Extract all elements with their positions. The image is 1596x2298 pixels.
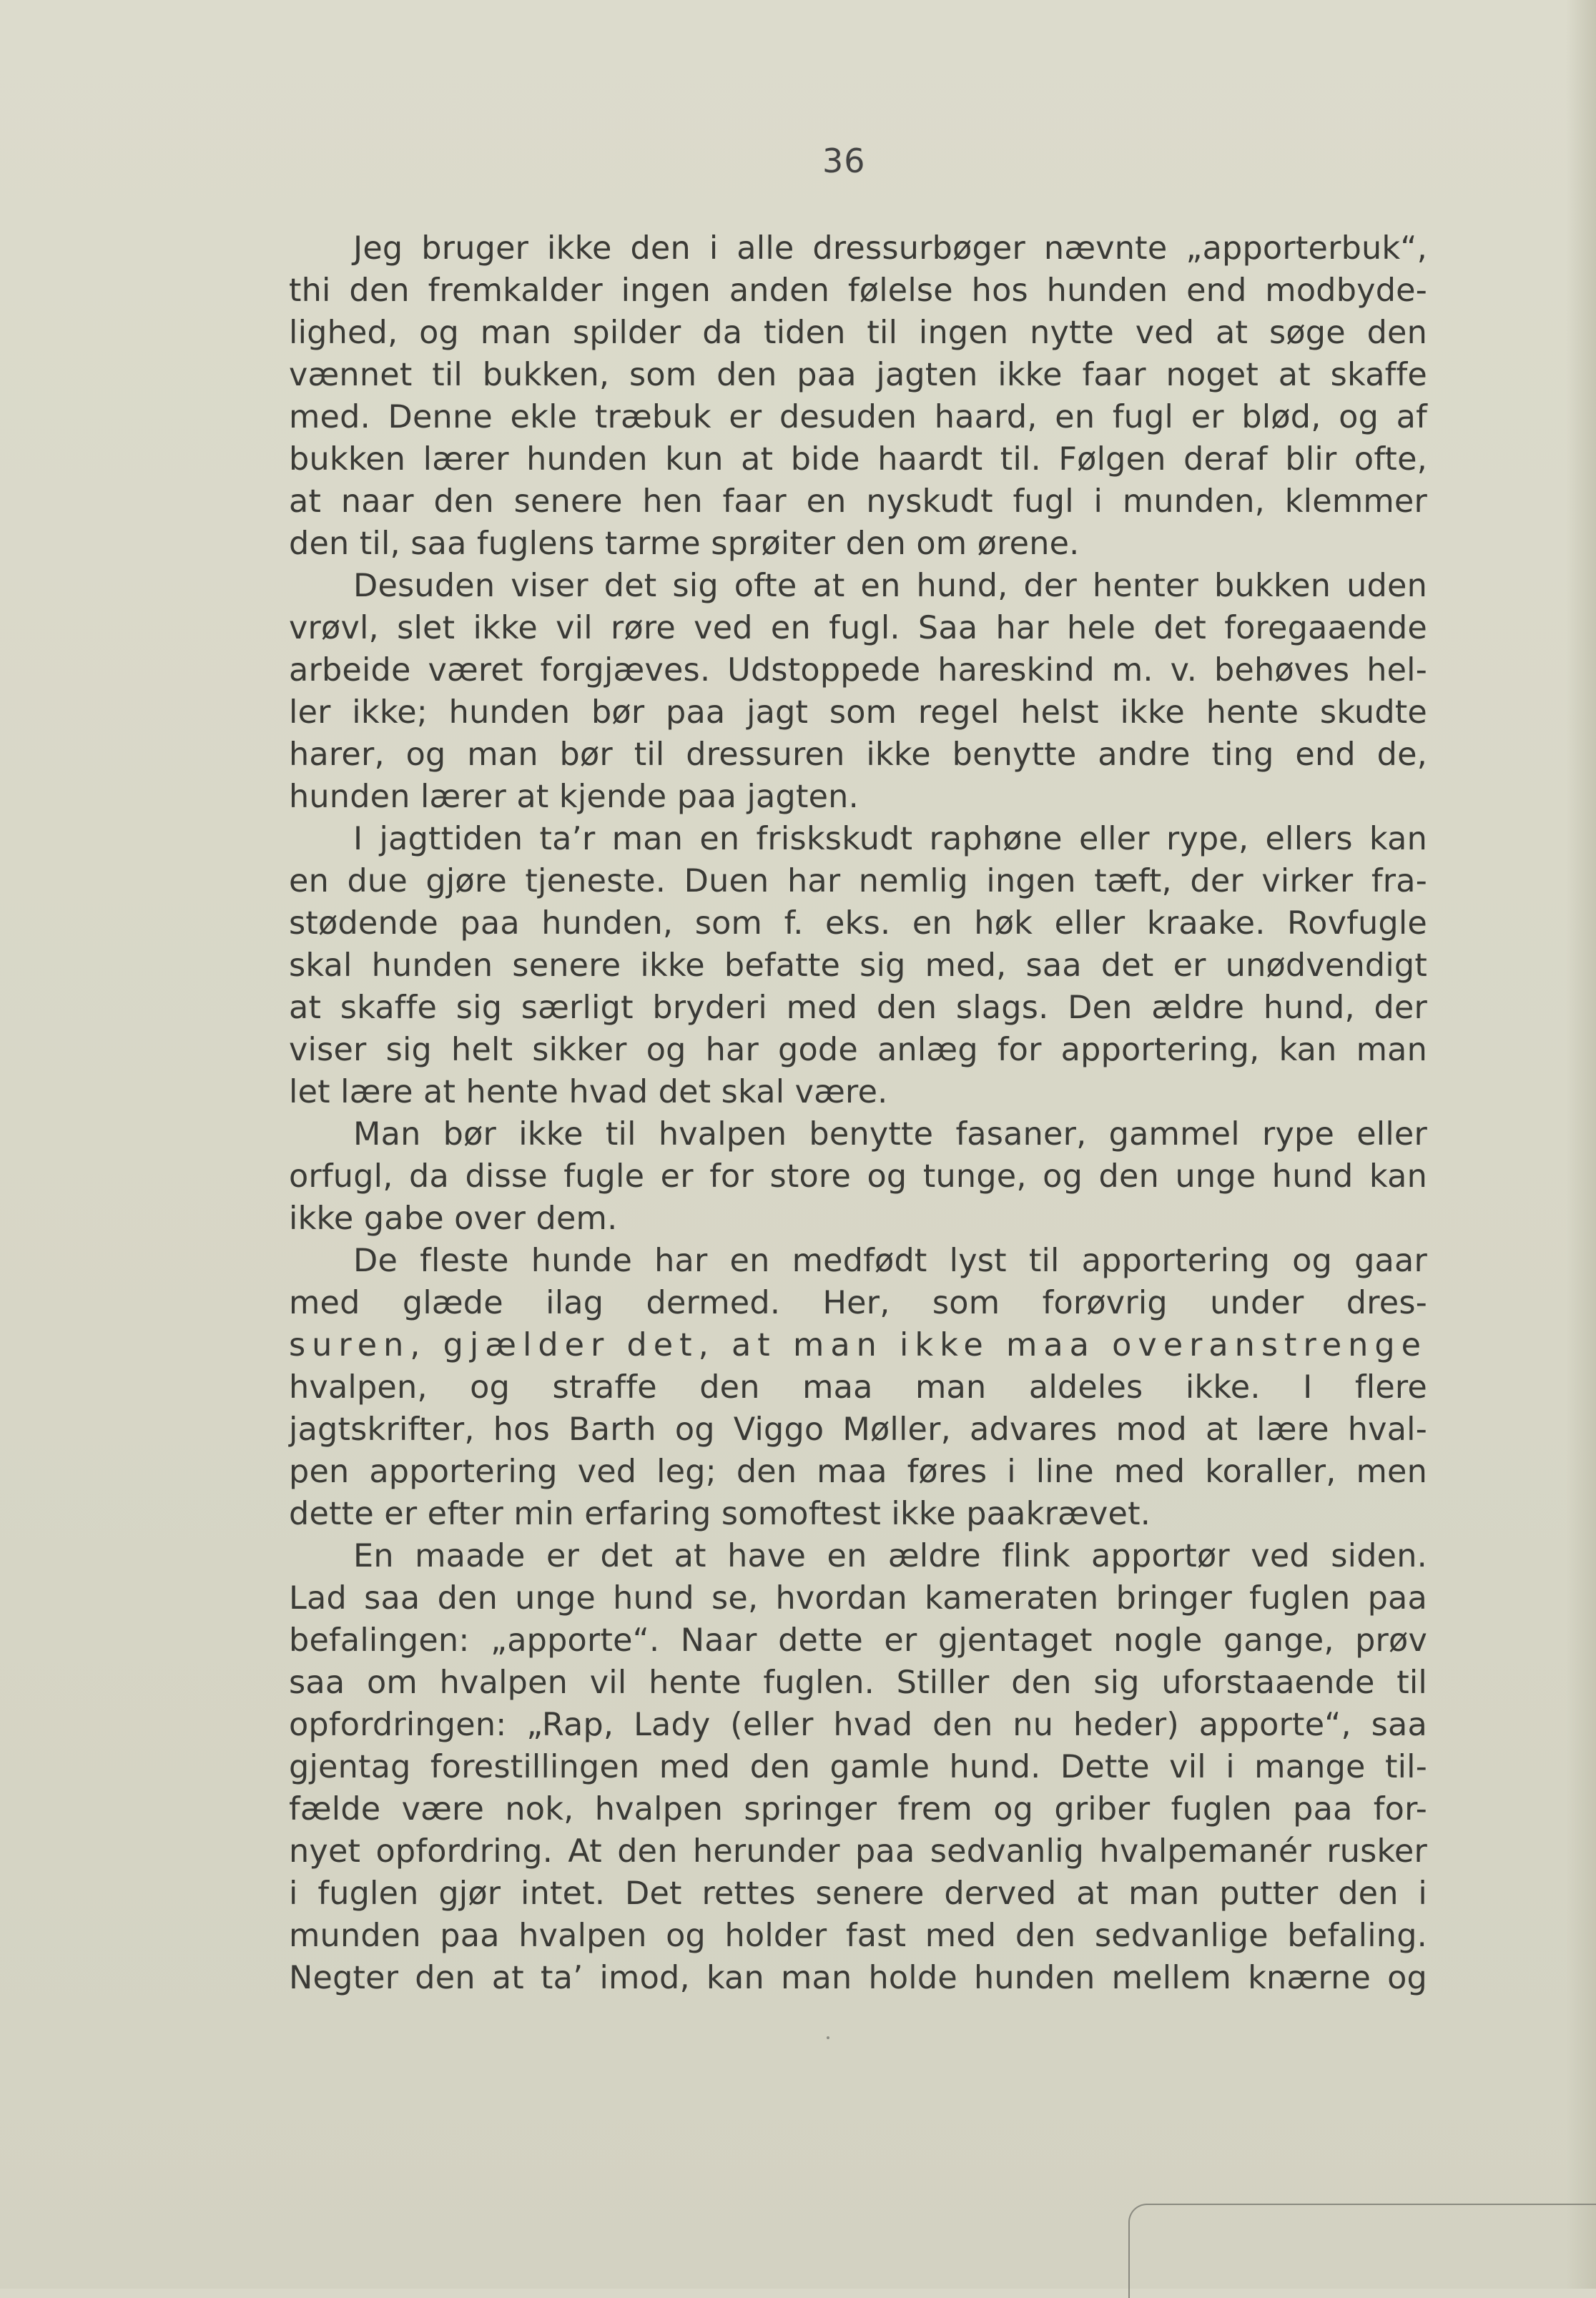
text-line: med. Denne ekle træbuk er desuden haard, en fugl er blød, og af (289, 399, 1427, 435)
text-line: Jeg bruger ikke den i alle dressurbøger nævnte „apporterbuk“, (353, 230, 1427, 267)
text-line: Man bør ikke til hvalpen benytte fasaner, gammel rype eller (353, 1116, 1427, 1153)
text-line: munden paa hvalpen og holder fast med den sedvanlige befaling. (289, 1918, 1427, 1954)
text-line: pen apportering ved leg; den maa føres i line med koraller, men (289, 1454, 1427, 1490)
text-line: fælde være nok, hvalpen springer frem og griber fuglen paa for- (289, 1791, 1427, 1828)
text-line: viser sig helt sikker og har gode anlæg for apportering, kan man (289, 1032, 1427, 1068)
text-line: saa om hvalpen vil hente fuglen. Stiller den sig uforstaaende til (289, 1665, 1427, 1701)
text-line: I jagttiden ta’r man en friskskudt raphøne eller rype, ellers kan (353, 821, 1427, 857)
text-line: en due gjøre tjeneste. Duen har nemlig ingen tæft, der virker fra- (289, 863, 1427, 899)
text-line: thi den fremkalder ingen anden følelse hos hunden end modbyde- (289, 272, 1427, 309)
text-line: vrøvl, slet ikke vil røre ved en fugl. Saa har hele det foregaaende (289, 610, 1427, 646)
text-line: arbeide været forgjæves. Udstoppede hareskind m. v. behøves hel- (289, 652, 1427, 689)
paper-speck (827, 2036, 829, 2039)
page-number: 36 (822, 142, 866, 180)
text-line: De fleste hunde har en medfødt lyst til apportering og gaar (353, 1243, 1427, 1279)
text-line: stødende paa hunden, som f. eks. en høk eller kraake. Rovfugle (289, 905, 1427, 942)
text-line: lighed, og man spilder da tiden til ingen nytte ved at søge den (289, 315, 1427, 351)
text-line: befalingen: „apporte“. Naar dette er gjentaget nogle gange, prøv (289, 1622, 1427, 1659)
text-line: gjentag forestillingen med den gamle hund. Dette vil i mange til- (289, 1749, 1427, 1785)
text-line: nyet opfordring. At den herunder paa sedvanlig hvalpemanér rusker (289, 1833, 1427, 1870)
text-line: dette er efter min erfaring somoftest ikke paakrævet. (289, 1496, 1151, 1532)
text-line: hvalpen, og straffe den maa man aldeles ikke. I flere (289, 1369, 1427, 1406)
corner-fold-mark (1128, 2204, 1596, 2298)
page-edge-shadow (1566, 0, 1596, 2289)
text-line: harer, og man bør til dressuren ikke benytte andre ting end de, (289, 736, 1427, 773)
text-line: En maade er det at have en ældre flink apportør ved siden. (353, 1538, 1427, 1574)
text-line: den til, saa fuglens tarme sprøiter den om ørene. (289, 526, 1080, 562)
text-line: ler ikke; hunden bør paa jagt som regel helst ikke hente skudte (289, 694, 1427, 731)
text-line: at skaffe sig særligt bryderi med den slags. Den ældre hund, der (289, 990, 1427, 1026)
text-line: Lad saa den unge hund se, hvordan kameraten bringer fuglen paa (289, 1580, 1427, 1617)
text-line: jagtskrifter, hos Barth og Viggo Møller, advares mod at lære hval- (289, 1411, 1427, 1448)
text-line: at naar den senere hen faar en nyskudt fugl i munden, klemmer (289, 483, 1427, 520)
text-line: let lære at hente hvad det skal være. (289, 1074, 888, 1110)
text-line: orfugl, da disse fugle er for store og tunge, og den unge hund kan (289, 1158, 1427, 1195)
text-line: skal hunden senere ikke befatte sig med, saa det er unødvendigt (289, 947, 1427, 984)
body-text (289, 227, 1427, 1999)
text-line: vænnet til bukken, som den paa jagten ikke faar noget at skaffe (289, 357, 1427, 393)
text-line: i fuglen gjør intet. Det rettes senere derved at man putter den i (289, 1875, 1427, 1912)
text-line: ikke gabe over dem. (289, 1200, 618, 1237)
text-line: hunden lærer at kjende paa jagten. (289, 779, 859, 815)
text-line: Desuden viser det sig ofte at en hund, der henter bukken uden (353, 568, 1427, 604)
text-line: suren, gjælder det, at man ikke maa overanstrenge (289, 1327, 1427, 1363)
text-line: Negter den at ta’ imod, kan man holde hunden mellem knærne og (289, 1960, 1427, 1996)
text-line: opfordringen: „Rap, Lady (eller hvad den nu heder) apporte“, saa (289, 1707, 1427, 1743)
text-line: bukken lærer hunden kun at bide haardt til. Følgen deraf blir ofte, (289, 441, 1427, 478)
text-line: med glæde ilag dermed. Her, som forøvrig under dres- (289, 1285, 1427, 1321)
